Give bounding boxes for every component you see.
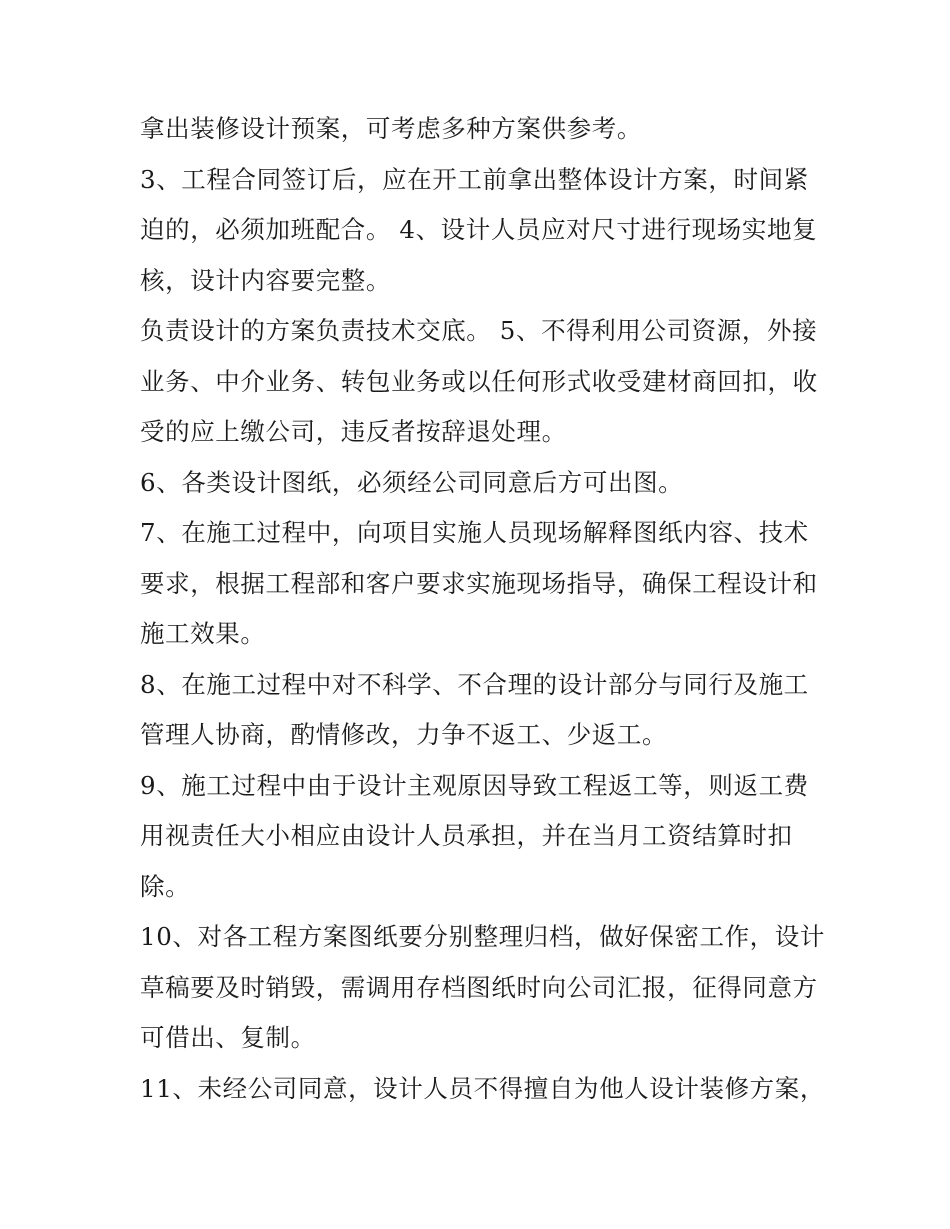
paragraph-item-6 [140, 458, 820, 509]
text-line: 用视责任大小相应由设计人员承担，并在当月工资结算时扣 [140, 821, 793, 850]
document-body [140, 104, 825, 1114]
text-line: 可借出、复制。 [140, 1023, 316, 1052]
text-line: 7、在施工过程中，向项目实施人员现场解释图纸内容、技术 [140, 518, 809, 547]
paragraph-item-11 [140, 1064, 825, 1115]
text-line: 11、未经公司同意，设计人员不得擅自为他人设计装修方案， [140, 1073, 825, 1103]
paragraph-item-9 [140, 761, 820, 913]
text-line: 迫的，必须加班配合。 4、设计人员应对尺寸进行现场实地复 [140, 215, 818, 244]
paragraph-item-10 [140, 912, 825, 1064]
paragraph-item-3-4 [140, 155, 820, 307]
text-line: 草稿要及时销毁，需调用存档图纸时向公司汇报，征得同意方 [140, 972, 818, 1002]
paragraph-design-plan-continued [140, 104, 820, 155]
text-line: 6、各类设计图纸，必须经公司同意后方可出图。 [140, 467, 684, 497]
paragraph-item-5 [140, 306, 820, 458]
text-line: 核，设计内容要完整。 [140, 265, 391, 295]
text-line: 除。 [140, 871, 191, 901]
text-line: 要求，根据工程部和客户要求实施现场指导，确保工程设计和 [140, 568, 818, 598]
text-line: 业务、中介业务、转包业务或以任何形式收受建材商回扣，收 [140, 366, 818, 396]
text-line: 3、工程合同签订后，应在开工前拿出整体设计方案，时间紧 [140, 164, 809, 194]
text-line: 9、施工过程中由于设计主观原因导致工程返工等，则返工费 [140, 770, 809, 800]
text-line: 管理人协商，酌情修改，力争不返工、少返工。 [140, 720, 668, 749]
text-line: 10、对各工程方案图纸要分别整理归档，做好保密工作，设计 [140, 922, 825, 951]
text-line: 负责设计的方案负责技术交底。 5、不得利用公司资源，外接 [140, 316, 818, 345]
paragraph-item-8 [140, 660, 820, 761]
text-line: 拿出装修设计预案，可考虑多种方案供参考。 [140, 114, 642, 143]
paragraph-item-7 [140, 508, 820, 660]
text-line: 8、在施工过程中对不科学、不合理的设计部分与同行及施工 [140, 669, 809, 699]
text-line: 施工效果。 [140, 619, 266, 648]
text-line: 受的应上缴公司，违反者按辞退处理。 [140, 417, 567, 446]
